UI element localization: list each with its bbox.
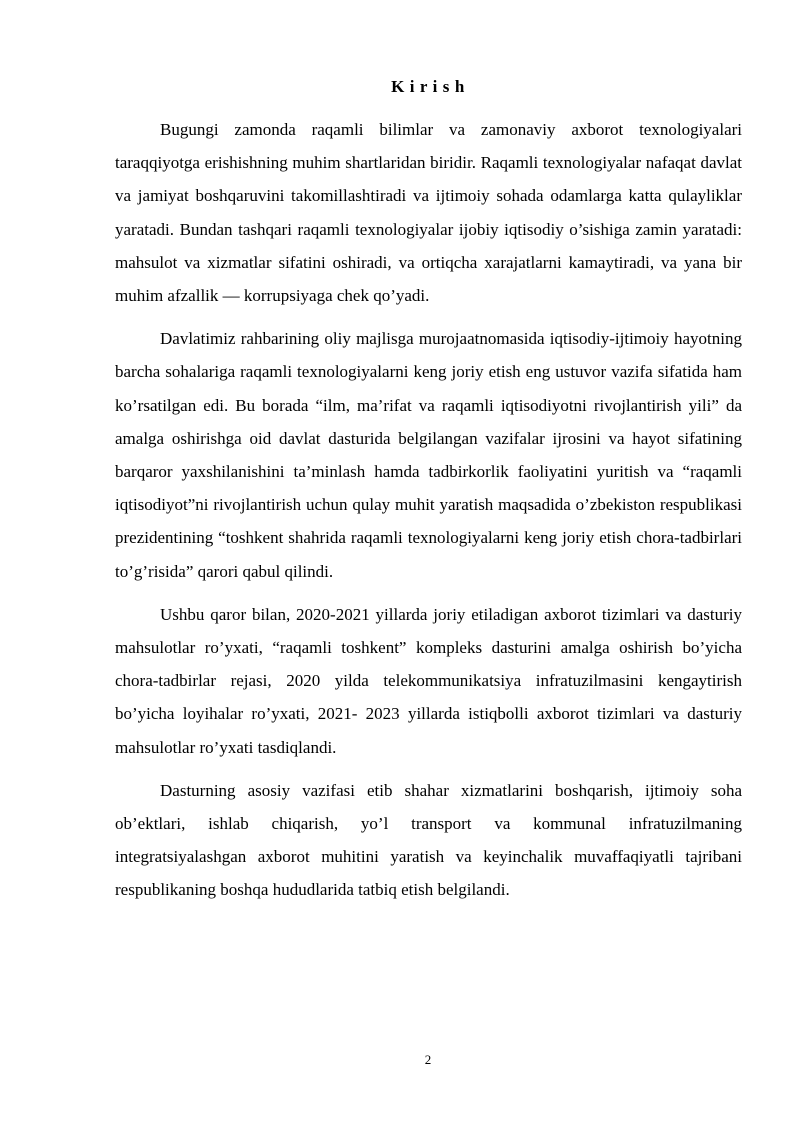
paragraph-2: Davlatimiz rahbarining oliy majlisga murojaatnomasida iqtisodiy-ijtimoiy hayotning barcha sohalariga raqamli texnologiyalarni keng joriy etish eng ustuvor vazifa sifatida ham ko’rsatilgan edi. Bu borada “ilm, ma’rifat va raqamli iqtisodiyotni rivojlantirish yili” da amalga oshirishga oid davlat dasturida belgilangan vazifalar ijrosini va hayot sifatining barqaror yaxshilanishini ta’minlash hamda tadbirkorlik faoliyatini yuritish va “raqamli iqtisodiyot”ni rivojlantirish uchun qulay muhit yaratish maqsadida o’zbekiston respublikasi prezidentining “toshkent shahrida raqamli texnologiyalarni keng joriy etish chora-tadbirlari to’g’risida” qarori qabul qilindi.	[115, 329, 742, 581]
section-heading: K i r i s h	[391, 77, 465, 96]
page-number: 2	[424, 1052, 432, 1067]
body-text	[115, 113, 742, 917]
paragraph-3: Ushbu qaror bilan, 2020-2021 yillarda joriy etiladigan axborot tizimlari va dasturiy mahsulotlar ro’yxati, “raqamli toshkent” kompleks dasturini amalga oshirish bo’yicha chora-tadbirlar rejasi, 2020 yilda telekommunikatsiya infratuzilmasini kengaytirish bo’yicha loyihalar ro’yxati, 2021- 2023 yillarda istiqbolli axborot tizimlari va dasturiy mahsulotlar ro’yxati tasdiqlandi.	[115, 604, 742, 757]
paragraph-1: Bugungi zamonda raqamli bilimlar va zamonaviy axborot texnologiyalari taraqqiyotga erishishning muhim shartlaridan biridir. Raqamli texnologiyalar nafaqat davlat va jamiyat boshqaruvini takomillashtiradi va ijtimoiy sohada odamlarga katta qulayliklar yaratadi. Bundan tashqari raqamli texnologiyalar ijobiy iqtisodiy o’sishiga zamin yaratadi: mahsulot va xizmatlar sifatini oshiradi, va ortiqcha xarajatlarni kamaytiradi, va yana bir muhim afzallik — korrupsiyaga chek qo’yadi.	[115, 120, 742, 306]
paragraph-4: Dasturning asosiy vazifasi etib shahar xizmatlarini boshqarish, ijtimoiy soha ob’ektlari, ishlab chiqarish, yo’l transport va kommunal infratuzilmaning integratsiyalashgan axborot muhitini yaratish va keyinchalik muvaffaqiyatli tajribani respublikaning boshqa hududlarida tatbiq etish belgilandi.	[115, 780, 742, 900]
